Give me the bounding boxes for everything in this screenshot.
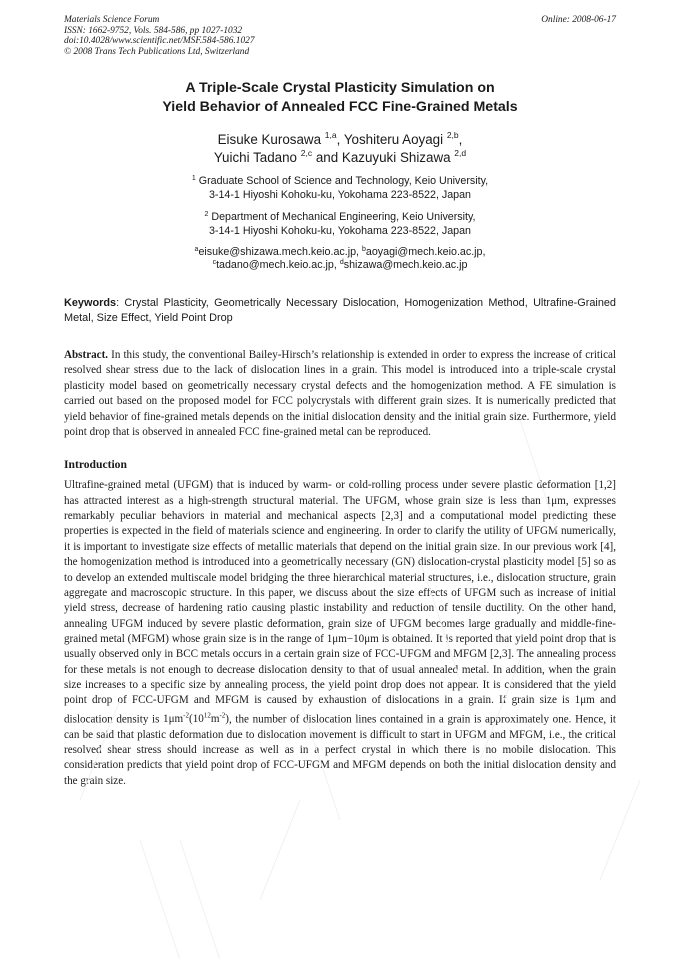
email-link[interactable]: shizawa@mech.keio.ac.jp bbox=[343, 259, 468, 271]
email-link[interactable]: aoyagi@mech.keio.ac.jp, bbox=[365, 246, 486, 258]
keywords-label: Keywords bbox=[64, 297, 117, 309]
journal-issn: ISSN: 1662-9752, Vols. 584-586, pp 1027-1032 bbox=[64, 25, 243, 36]
online-date: Online: 2008-06-17 bbox=[541, 15, 616, 25]
affiliation-marker: 2 bbox=[204, 211, 209, 218]
unit-expression: 1μm−10μm bbox=[326, 632, 379, 645]
authors-line-2 bbox=[64, 149, 616, 167]
title-line-2: Yield Behavior of Annealed FCC Fine-Grained Metals bbox=[162, 99, 518, 115]
journal-info bbox=[64, 15, 616, 57]
affiliation-marker: 1 bbox=[191, 175, 196, 182]
abstract-label: Abstract. bbox=[64, 349, 109, 361]
author-conjunction: and bbox=[315, 149, 339, 165]
introduction-paragraph: Ultrafine-grained metal (UFGM) that is induced by warm- or cold-rolling process under severe plastic deformation [1,2] has attracted interest as a high-strength structural material. The UFGM, whose grain size is less than 1μm, expresses remarkably peculiar behaviors in material and mechanical aspects [2,3] and a computational model predicting these properties is expected in the field of materials science and engineering. In order to clarify the utility of UFGM numerically, it is important to investigate size effects of metallic materials that depend on the initial grain size. In our previous work [4], the homogenization method is introduced into a geometrically necessary (GN) dislocation-crystal plasticity model [5] so as to develop an extended multiscale model bridging the three hierarchical material structures, i.e., dislocation structure, grain aggregate and macroscopic structure. In this paper, we discuss about the size effects of UFGM such as increase of initial yield stress, decrease of hardening ratio causing plastic instability and reduction of tensile ductility. On the other hand, annealing UFGM induced by severe plastic deformation, grain size of UFGM becomes large gradually and middle-fine-grained metal (MFGM) whose grain size is in the range of 1μm−10μm is obtained. It is reported that yield point drop that is usually observed only in BCC metals occurs in a certain grain size of FCC-UFGM and MFGM [2,3]. The annealing process for these metals is not enough to decrease dislocation density to that of usual annealed metal. In addition, when the grain size increases to a specific size by annealing process, the yield point drop does not appear. It is considered that the yield point drop of FCC-UFGM and MFGM is caused by exhaustion of dislocations in a grain. If grain size is 1μm and dislocation density is $1\mu m^{-2}(10^{12}m^{-2})$, the number of dislocation lines contained in a grain is approximately one. Hence, it can be said that plastic deformation due to dislocation movement is difficult to start in UFGM and MFGM, i.e., the critical resolved shear stress should increase as well as in a perfect crystal in which there is no mobile dislocation. This consideration predicts that yield point drop of FCC-UFGM and MFGM depends on both the initial dislocation density and the grain size. bbox=[64, 479, 616, 787]
affiliation-line: Graduate School of Science and Technology, Keio University, bbox=[198, 175, 489, 187]
dislocation-density-expression: $1\mu m^{-2}(10^{12}m^{-2})$ bbox=[163, 711, 229, 726]
author-list bbox=[64, 131, 616, 166]
email-link[interactable]: tadano@mech.keio.ac.jp, bbox=[216, 259, 337, 271]
unit-expression: 1μm bbox=[574, 694, 595, 707]
journal-doi: doi:10.4028/www.scientific.net/MSF.584-586.1027 bbox=[64, 36, 255, 47]
affiliation-line: 3-14-1 Hiyoshi Kohoku-ku, Yokohama 223-8522, Japan bbox=[208, 225, 472, 237]
journal-header bbox=[64, 15, 616, 65]
abstract-text: In this study, the conventional Bailey-Hirsch’s relationship is extended in order to express the increase of critical resolved shear stress due to the lack of dislocation lines in a grain. This model is introduced into a triple-scale crystal plasticity model based on geometrically necessary crystal defects and the homogenization method. A FE simulation is carried out based on the proposed model for FCC polycrystals with different grain sizes. It is numerically predicted that yield behavior of fine-grained metals depends on the initial dislocation density and the initial grain size. Furthermore, yield point drop that is observed in annealed FCC fine-grained metal can be reproduced. bbox=[64, 349, 616, 439]
author-affil-marker: 1,a bbox=[324, 130, 337, 140]
affiliation-2 bbox=[64, 210, 616, 238]
author-affil-marker: 2,b bbox=[446, 130, 459, 140]
author-name: Eisuke Kurosawa bbox=[217, 132, 322, 147]
abstract bbox=[64, 348, 616, 440]
paper-title bbox=[64, 79, 616, 117]
introduction-heading: Introduction bbox=[64, 458, 127, 472]
author-affil-marker: 2,d bbox=[454, 147, 467, 158]
author-name: Yoshiteru Aoyagi bbox=[343, 132, 444, 147]
title-line-1: A Triple-Scale Crystal Plasticity Simulation on bbox=[185, 80, 495, 96]
author-affil-marker: 2,c bbox=[300, 147, 313, 158]
author-emails bbox=[64, 246, 616, 272]
keywords-text: : Crystal Plasticity, Geometrically Necessary Dislocation, Homogenization Method, Ultrafine-Grained Metal, Size Effect, Yield Point Drop bbox=[64, 297, 616, 324]
journal-copyright: © 2008 Trans Tech Publications Ltd, Switzerland bbox=[64, 46, 250, 57]
journal-name: Materials Science Forum bbox=[64, 15, 160, 25]
affiliation-1 bbox=[64, 174, 616, 202]
email-marker: a bbox=[194, 246, 199, 253]
authors-line-1: Eisuke Kurosawa $^{1,a}$, Yoshiteru Aoyagi $^{2,b}$, bbox=[217, 130, 463, 147]
email-marker: d bbox=[339, 259, 344, 266]
email-marker: b bbox=[361, 246, 366, 253]
unit-expression: 1μm bbox=[545, 494, 566, 507]
affiliation-line: Department of Mechanical Engineering, Keio University, bbox=[211, 211, 476, 223]
email-link[interactable]: eisuke@shizawa.mech.keio.ac.jp, bbox=[198, 246, 359, 258]
email-marker: c bbox=[212, 259, 217, 266]
keywords bbox=[64, 296, 616, 326]
author-name: Yuichi Tadano bbox=[213, 149, 297, 165]
author-name: Kazuyuki Shizawa bbox=[341, 149, 451, 165]
affiliation-line: 3-14-1 Hiyoshi Kohoku-ku, Yokohama 223-8522, Japan bbox=[208, 189, 472, 201]
